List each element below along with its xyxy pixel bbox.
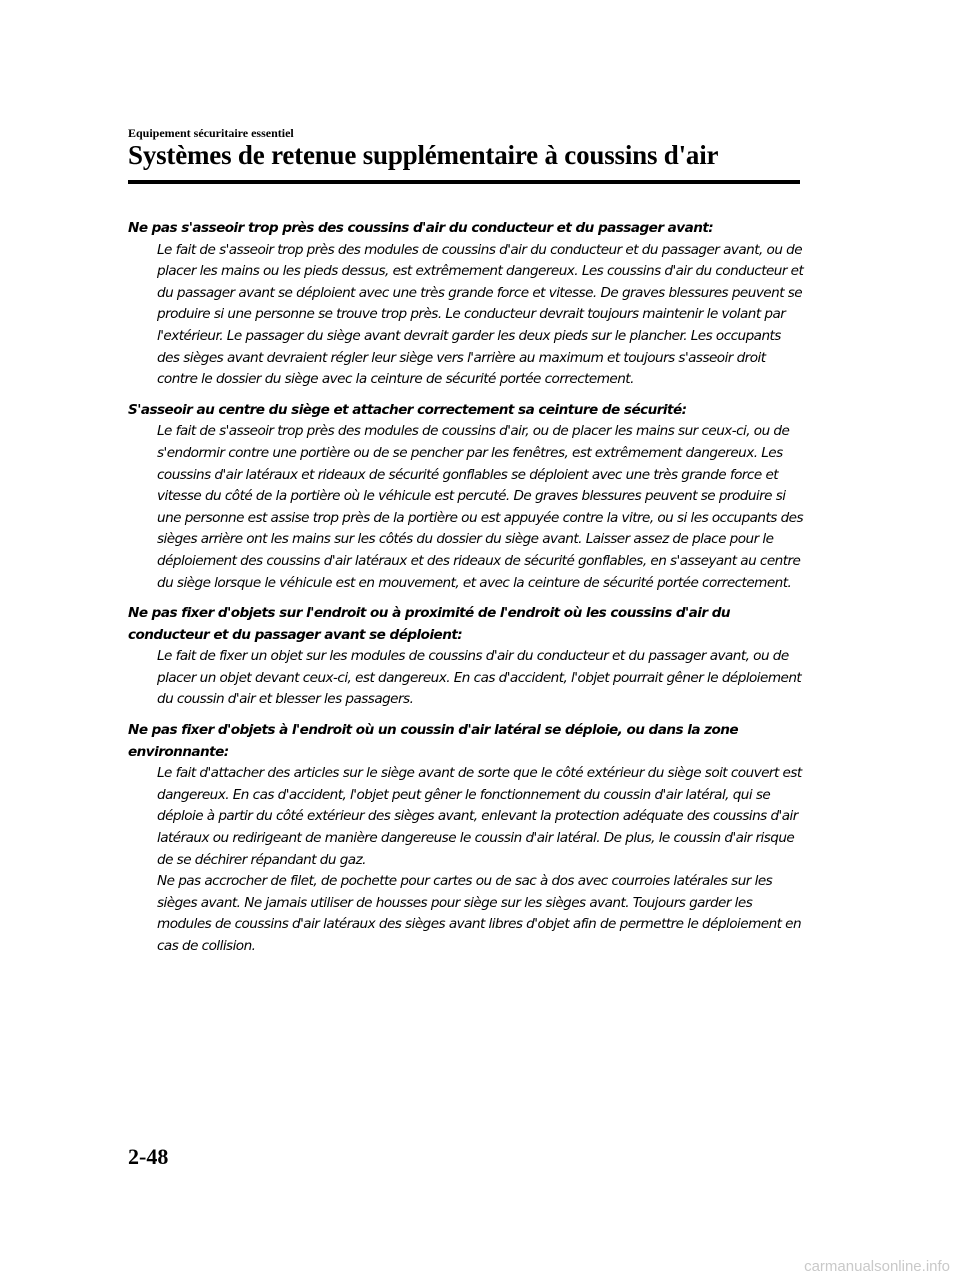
warning-paragraph: Le fait de s'asseoir trop près des modules de coussins d'air, ou de placer les mains sur ceux-ci, ou de s'endormir contre une portière ou de se pencher par les fenêtres, est extrêmement dangereux. Les coussins d'air latéraux et rideaux de sécurité gonflables se déploient avec une très grande force et vitesse du côté de la portière où le véhicule est percuté. De graves blessures peuvent se produire si une personne est assise trop près de la portière ou est appuyée contre la vitre, ou si les occupants des sièges arrière ont les mains sur les côtés du dossier du siège avant. Laisser assez de place pour le déploiement des coussins d'air latéraux et des rideaux de sécurité gonflables, en s'asseyant au centre du siège lorsque le véhicule est en mouvement, et avec la ceinture de sécurité portée correctement. bbox=[157, 423, 804, 591]
page-number: 2-48 bbox=[128, 1144, 169, 1169]
warning-heading: Ne pas s'asseoir trop près des coussins d'air du conducteur et du passager avant: bbox=[128, 220, 714, 236]
page-title: Systèmes de retenue supplémentaire à coussins d'air bbox=[128, 140, 719, 170]
watermark: carmanualsonline.info bbox=[804, 1258, 950, 1275]
warning-heading: Ne pas fixer d'objets à l'endroit où un coussin d'air latéral se déploie, ou dans la zone environnante: bbox=[128, 722, 739, 760]
warning-block bbox=[128, 720, 804, 958]
warning-paragraph: Le fait d'attacher des articles sur le siège avant de sorte que le côté extérieur du siège soit couvert est dangereux. En cas d'accident, l'objet peut gêner le fonctionnement du coussin d'air latéral, qui se déploie à partir du côté extérieur des sièges avant, enlevant la protection adéquate des coussins d'air latéraux ou redirigeant de manière dangereuse le coussin d'air latéral. De plus, le coussin d'air risque de se déchirer répandant du gaz. bbox=[157, 765, 802, 868]
header-rule bbox=[128, 180, 800, 184]
warning-heading: S'asseoir au centre du siège et attacher correctement sa ceinture de sécurité: bbox=[128, 401, 687, 418]
warning-body bbox=[157, 240, 804, 391]
warning-paragraph: Le fait de fixer un objet sur les modules de coussins d'air du conducteur et du passager avant, ou de placer un objet devant ceux-ci, est dangereux. En cas d'accident, l'objet pourrait gêner le déploiement du coussin d'air et blesser les passagers. bbox=[157, 648, 802, 708]
warning-body bbox=[157, 763, 804, 957]
warning-heading: Ne pas fixer d'objets sur l'endroit ou à proximité de l'endroit où les coussins d'air du conducteur et du passager avant se déploient: bbox=[128, 605, 731, 643]
warning-block bbox=[128, 603, 804, 711]
warning-body bbox=[157, 646, 804, 711]
section-label: Equipement sécuritaire essentiel bbox=[128, 126, 294, 140]
warning-paragraph: Ne pas accrocher de filet, de pochette pour cartes ou de sac à dos avec courroies latérales sur les sièges avant. Ne jamais utiliser de housses pour siège sur les sièges avant. Toujours garder les modules de coussins d'air latéraux des sièges avant libres d'objet afin de permettre le déploiement en cas de collision. bbox=[157, 873, 802, 954]
warning-block bbox=[128, 218, 804, 391]
warning-paragraph: Le fait de s'asseoir trop près des modules de coussins d'air du conducteur et du passager avant, ou de placer les mains ou les pieds dessus, est extrêmement dangereux. Les coussins d'air du conducteur et du passager avant se déploient avec une très grande force et vitesse. De graves blessures peuvent se produire si une personne se trouve trop près. Le conducteur devrait toujours maintenir le volant par l'extérieur. Le passager du siège avant devrait garder les deux pieds sur le plancher. Les occupants des sièges avant devraient régler leur siège vers l'arrière au maximum et toujours s'asseoir droit contre le dossier du siège avec la ceinture de sécurité portée correctement. bbox=[157, 241, 804, 388]
warnings-content bbox=[128, 218, 804, 967]
warning-body bbox=[157, 421, 804, 594]
warning-block bbox=[128, 400, 804, 594]
